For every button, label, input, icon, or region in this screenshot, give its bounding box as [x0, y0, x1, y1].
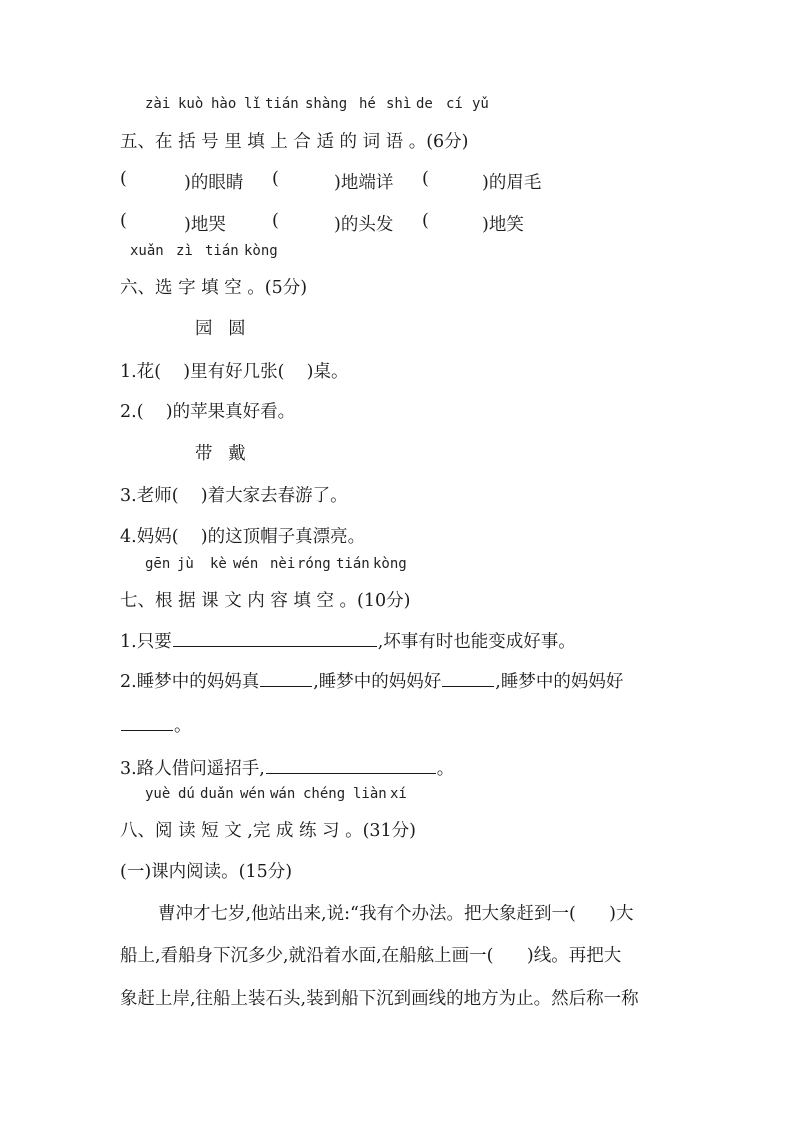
paren-open: ( — [422, 211, 429, 231]
pinyin-syllable: kòng — [244, 243, 278, 259]
pinyin-syllable: shàng — [305, 96, 348, 112]
pinyin-syllable: de — [416, 96, 433, 112]
pinyin-syllable: hào — [211, 96, 237, 112]
reading-subsection-title: (一)课内阅读。(15分) — [120, 862, 293, 882]
paren-open: ( — [120, 169, 127, 189]
question-6-4: 4.妈妈( )的这顶帽子真漂亮。 — [120, 527, 366, 547]
question-6-3: 3.老师( )着大家去春游了。 — [120, 486, 348, 506]
paren-open: ( — [272, 169, 279, 189]
pinyin-syllable: tián — [265, 96, 299, 112]
pinyin-syllable: yuè — [145, 786, 171, 802]
question-7-3 — [120, 755, 454, 780]
q7-2-end: 。 — [174, 716, 192, 736]
pinyin-syllable: zì — [176, 243, 193, 259]
pinyin-syllable: nèi — [270, 556, 296, 572]
pinyin-syllable: chéng — [303, 786, 346, 802]
reading-passage-line-3: 象赶上岸,往船上装石头,装到船下沉到画线的地方为止。然后称一称 — [120, 989, 639, 1009]
pinyin-syllable: jù — [177, 556, 194, 572]
char-pair-2: 带 戴 — [195, 444, 246, 464]
section6-pinyin — [0, 243, 794, 263]
paren-open: ( — [120, 211, 127, 231]
pinyin-syllable: róng — [297, 556, 331, 572]
phrase-cry: )地哭 — [184, 215, 226, 235]
pinyin-syllable: xí — [390, 786, 407, 802]
answer-blank[interactable] — [442, 668, 494, 687]
pinyin-syllable: duǎn — [200, 786, 234, 802]
phrase-hair: )的头发 — [334, 215, 394, 235]
section5-row2 — [120, 211, 680, 235]
char-pair-1: 园 圆 — [195, 319, 246, 339]
section7-heading: 七、根 据 课 文 内 容 填 空 。(10分) — [120, 591, 411, 611]
question-7-2 — [120, 668, 623, 693]
section8-pinyin — [0, 786, 794, 806]
pinyin-syllable: wén — [233, 556, 259, 572]
pinyin-syllable: wán — [270, 786, 296, 802]
answer-blank[interactable] — [173, 628, 377, 647]
pinyin-syllable: shì — [386, 96, 412, 112]
q7-1-prefix: 1.只要 — [120, 632, 172, 652]
pinyin-syllable: gēn — [145, 556, 171, 572]
pinyin-syllable: hé — [359, 96, 376, 112]
q7-3-prefix: 3.路人借问遥招手, — [120, 759, 265, 779]
pinyin-syllable: liàn — [353, 786, 387, 802]
q7-2-part-c: ,睡梦中的妈妈好 — [495, 672, 624, 692]
paren-open: ( — [272, 211, 279, 231]
pinyin-syllable: zài — [145, 96, 171, 112]
pinyin-syllable: kòng — [373, 556, 407, 572]
phrase-eyes: )的眼睛 — [184, 173, 244, 193]
pinyin-syllable: xuǎn — [130, 243, 164, 259]
question-7-1 — [120, 628, 576, 653]
phrase-laugh: )地笑 — [482, 215, 524, 235]
pinyin-syllable: lǐ — [244, 96, 261, 112]
q7-2-part-a: 2.睡梦中的妈妈真 — [120, 672, 260, 692]
pinyin-syllable: cí — [446, 96, 463, 112]
question-7-2-cont — [120, 712, 192, 737]
answer-blank[interactable] — [266, 755, 436, 774]
q7-2-part-b: ,睡梦中的妈妈好 — [313, 672, 442, 692]
pinyin-syllable: wén — [240, 786, 266, 802]
pinyin-syllable: kè — [210, 556, 227, 572]
section8-heading: 八、阅 读 短 文 ,完 成 练 习 。(31分) — [120, 821, 416, 841]
section5-row1 — [120, 169, 680, 193]
section5-heading: 五、在 括 号 里 填 上 合 适 的 词 语 。(6分) — [120, 132, 469, 152]
section7-pinyin — [0, 556, 794, 576]
answer-blank[interactable] — [260, 668, 312, 687]
q7-1-suffix: ,坏事有时也能变成好事。 — [377, 632, 576, 652]
reading-passage-line-1: 曹冲才七岁,他站出来,说:“我有个办法。把大象赶到一( )大 — [158, 904, 634, 924]
pinyin-syllable: dú — [178, 786, 195, 802]
question-6-2: 2.( )的苹果真好看。 — [120, 402, 296, 422]
q7-3-suffix: 。 — [436, 759, 455, 779]
answer-blank[interactable] — [121, 712, 173, 731]
phrase-eyebrows: )的眉毛 — [482, 173, 542, 193]
section6-heading: 六、选 字 填 空 。(5分) — [120, 278, 308, 298]
phrase-look: )地端详 — [334, 173, 394, 193]
pinyin-syllable: yǔ — [472, 96, 489, 112]
section5-pinyin — [0, 96, 794, 116]
pinyin-syllable: kuò — [178, 96, 204, 112]
pinyin-syllable: tián — [336, 556, 370, 572]
question-6-1: 1.花( )里有好几张( )桌。 — [120, 362, 349, 382]
paren-open: ( — [422, 169, 429, 189]
reading-passage-line-2: 船上,看船身下沉多少,就沿着水面,在船舷上画一( )线。再把大 — [120, 946, 622, 966]
pinyin-syllable: tián — [205, 243, 239, 259]
